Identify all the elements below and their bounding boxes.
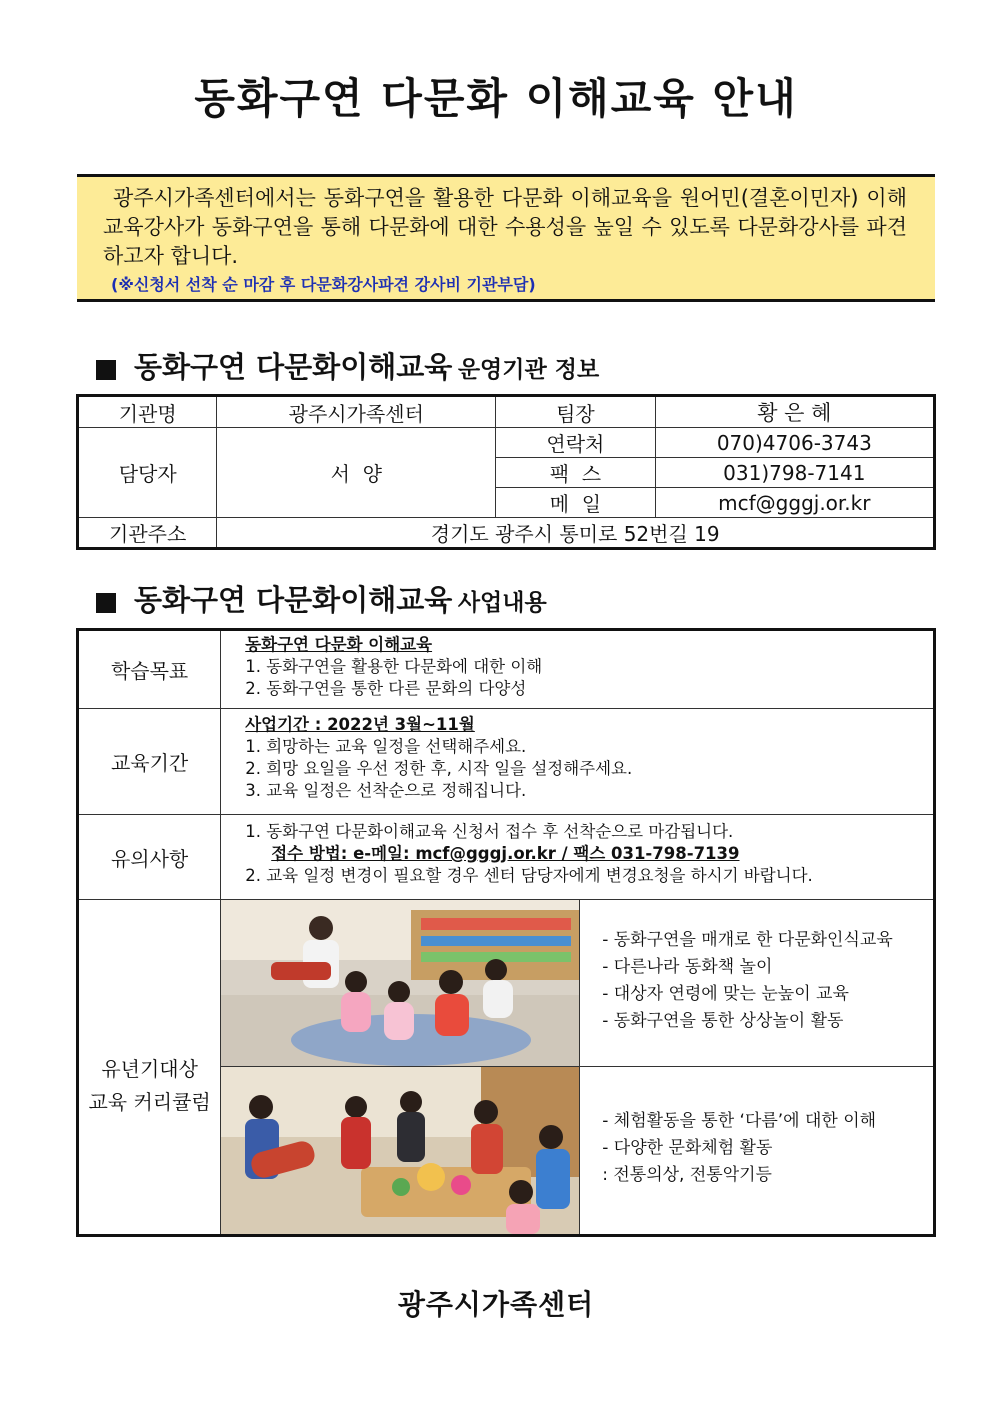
period-heading: 사업기간 : 2022년 3월~11월 bbox=[245, 715, 475, 734]
notice-item: 2. 교육 일정 변경이 필요할 경우 센터 담당자에게 변경요청을 하시기 바랍니다. bbox=[245, 866, 813, 885]
program-content-table bbox=[76, 628, 936, 1237]
page-title: 동화구연 다문화 이해교육 안내 bbox=[194, 74, 798, 123]
intro-text: 광주시가족센터에서는 동화구연을 활용한 다문화 이해교육을 원어민(결혼이민자) 이해교육강사가 동화구연을 통해 다문화에 대한 수용성을 높일 수 있도록 다문화강사를 파견하고자 합니다. bbox=[103, 186, 907, 268]
org-value: 광주시가족센터 bbox=[217, 396, 496, 428]
curriculum-bullet: - 동화구연을 통한 상상놀이 활동 bbox=[602, 1011, 844, 1031]
goal-item: 1. 동화구연을 활용한 다문화에 대한 이해 bbox=[245, 657, 543, 676]
leader-value: 황 은 혜 bbox=[655, 396, 934, 428]
intro-box bbox=[77, 174, 935, 302]
period-cell bbox=[221, 709, 933, 802]
square-bullet-icon bbox=[96, 360, 116, 380]
curriculum-label-line: 유년기대상 bbox=[101, 1057, 198, 1081]
goal-label: 학습목표 bbox=[78, 630, 221, 709]
fax-label: 팩 스 bbox=[496, 458, 655, 488]
section-title-sub: 사업내용 bbox=[457, 590, 547, 616]
goal-heading: 동화구연 다문화 이해교육 bbox=[245, 635, 433, 654]
intro-note: (※신청서 선착 순 마감 후 다문화강사파견 강사비 기관부담) bbox=[111, 275, 536, 294]
footer-org-name: 광주시가족센터 bbox=[397, 1288, 595, 1321]
goal-item: 2. 동화구연을 통한 다른 문화의 다양성 bbox=[245, 679, 527, 698]
phone-label: 연락처 bbox=[496, 428, 655, 458]
org-label: 기관명 bbox=[78, 396, 217, 428]
period-item: 3. 교육 일정은 선착순으로 정해집니다. bbox=[245, 781, 527, 800]
notice-cell bbox=[221, 815, 933, 887]
fax-value: 031)798-7141 bbox=[655, 458, 934, 488]
email-value: mcf@gggj.or.kr bbox=[655, 488, 934, 518]
goal-cell bbox=[221, 631, 933, 700]
period-item: 1. 희망하는 교육 일정을 선택해주세요. bbox=[245, 737, 527, 756]
section-heading-info bbox=[96, 345, 599, 386]
curriculum-bullet: - 다양한 문화체험 활동 bbox=[602, 1138, 773, 1158]
curriculum-bullets-1 bbox=[580, 900, 933, 1035]
org-info-table bbox=[76, 394, 936, 550]
section-title-main: 동화구연 다문화이해교육 bbox=[134, 350, 453, 384]
leader-label: 팀장 bbox=[496, 396, 655, 428]
notice-method: 접수 방법: e-메일: mcf@gggj.or.kr / 팩스 031-798-7139 bbox=[271, 844, 740, 863]
curriculum-bullet: - 다른나라 동화책 놀이 bbox=[602, 957, 773, 977]
curriculum-bullet: - 대상자 연령에 맞는 눈높이 교육 bbox=[602, 984, 849, 1004]
curriculum-bullets-2 bbox=[580, 1067, 933, 1189]
period-item: 2. 희망 요일을 우선 정한 후, 시작 일을 설정해주세요. bbox=[245, 759, 633, 778]
manager-value: 서 양 bbox=[217, 428, 496, 518]
cultural-activity-photo bbox=[221, 1067, 579, 1234]
phone-value: 070)4706-3743 bbox=[655, 428, 934, 458]
square-bullet-icon bbox=[96, 593, 116, 613]
address-value: 경기도 광주시 통미로 52번길 19 bbox=[217, 518, 935, 549]
email-label: 메 일 bbox=[496, 488, 655, 518]
notice-label: 유의사항 bbox=[78, 815, 221, 900]
section-title-main: 동화구연 다문화이해교육 bbox=[134, 583, 453, 617]
curriculum-bullet: - 동화구연을 매개로 한 다문화인식교육 bbox=[602, 930, 893, 950]
period-label: 교육기간 bbox=[78, 709, 221, 815]
notice-item: 1. 동화구연 다문화이해교육 신청서 접수 후 선착순으로 마감됩니다. bbox=[245, 822, 734, 841]
curriculum-bullet: : 전통의상, 전통악기등 bbox=[602, 1165, 772, 1185]
curriculum-bullet: - 체험활동을 통한 ‘다름’에 대한 이해 bbox=[602, 1111, 877, 1131]
section-title-sub: 운영기관 정보 bbox=[457, 357, 600, 383]
section-heading-content bbox=[96, 578, 547, 619]
manager-label: 담당자 bbox=[78, 428, 217, 518]
curriculum-label-line: 교육 커리큘럼 bbox=[88, 1090, 211, 1114]
address-label: 기관주소 bbox=[78, 518, 217, 549]
curriculum-label bbox=[78, 900, 221, 1236]
classroom-storytelling-photo bbox=[221, 900, 579, 1066]
